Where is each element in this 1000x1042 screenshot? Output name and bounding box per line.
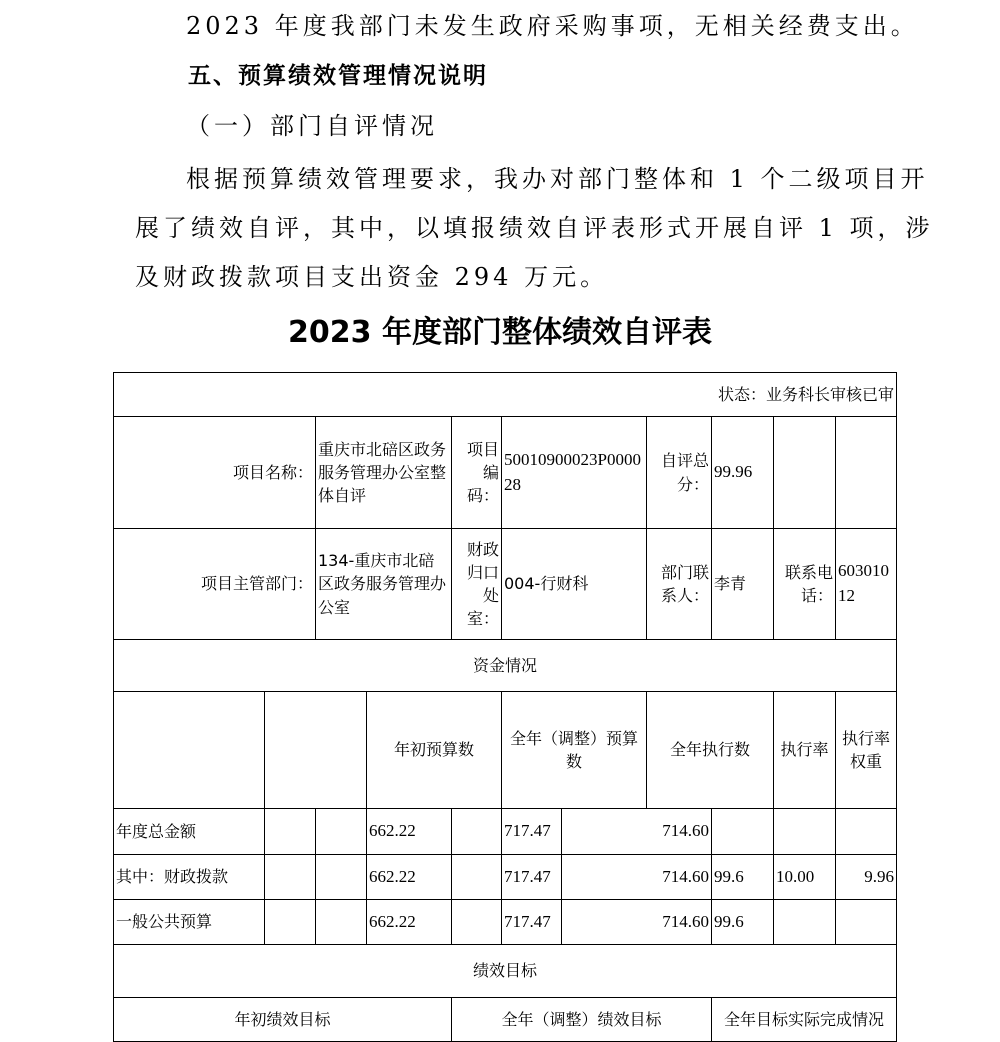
paragraph-line-3: 及财政拨款项目支出资金 294 万元。 bbox=[135, 263, 609, 291]
empty-cell bbox=[265, 692, 367, 809]
paragraph-procurement: 2023 年度我部门未发生政府采购事项，无相关经费支出。 bbox=[186, 12, 919, 40]
weight-value bbox=[774, 808, 836, 854]
initial-value: 662.22 bbox=[367, 808, 452, 854]
weight-value: 10.00 bbox=[774, 854, 836, 899]
executed-value: 714.60 bbox=[562, 854, 712, 899]
funds-section-title: 资金情况 bbox=[114, 640, 897, 692]
finance-office-value: 004-行财科 bbox=[502, 529, 647, 640]
empty-cell bbox=[774, 417, 836, 529]
table-row bbox=[114, 808, 897, 854]
project-code-value: 50010900023P000028 bbox=[502, 417, 647, 529]
executed-value: 714.60 bbox=[562, 899, 712, 944]
header-weight: 执行率权重 bbox=[836, 692, 897, 809]
table-row bbox=[114, 899, 897, 944]
score-value: 99.96 bbox=[712, 417, 774, 529]
row-label: 一般公共预算 bbox=[114, 899, 265, 944]
score-value bbox=[836, 808, 897, 854]
score-value bbox=[836, 899, 897, 944]
adjusted-value: 717.47 bbox=[502, 854, 562, 899]
subsection-heading: （一）部门自评情况 bbox=[186, 112, 438, 140]
executed-value: 714.60 bbox=[562, 808, 712, 854]
project-name-value: 重庆市北碚区政务服务管理办公室整体自评 bbox=[316, 417, 452, 529]
empty-cell bbox=[265, 854, 316, 899]
header-executed: 全年执行数 bbox=[647, 692, 774, 809]
finance-office-label: 财政归口处室： bbox=[452, 529, 502, 640]
header-adjusted-budget: 全年（调整）预算数 bbox=[502, 692, 647, 809]
section-heading-5: 五、预算绩效管理情况说明 bbox=[188, 63, 488, 89]
empty-cell bbox=[265, 808, 316, 854]
row-label: 年度总金额 bbox=[114, 808, 265, 854]
self-evaluation-table bbox=[113, 372, 897, 1042]
empty-cell bbox=[114, 692, 265, 809]
empty-cell bbox=[452, 899, 502, 944]
table-title: 2023 年度部门整体绩效自评表 bbox=[288, 315, 712, 350]
empty-cell bbox=[836, 417, 897, 529]
adjusted-value: 717.47 bbox=[502, 808, 562, 854]
row-label: 其中：财政拨款 bbox=[114, 854, 265, 899]
header-actual: 全年目标实际完成情况 bbox=[712, 997, 897, 1041]
header-adjusted-goal: 全年（调整）绩效目标 bbox=[452, 997, 712, 1041]
score-label: 自评总分： bbox=[647, 417, 712, 529]
rate-value bbox=[712, 808, 774, 854]
empty-cell bbox=[452, 854, 502, 899]
dept-label: 项目主管部门： bbox=[114, 529, 316, 640]
paragraph-line-1: 根据预算绩效管理要求，我办对部门整体和 1 个二级项目开 bbox=[186, 165, 929, 193]
header-initial-goal: 年初绩效目标 bbox=[114, 997, 452, 1041]
empty-cell bbox=[316, 854, 367, 899]
table-row bbox=[114, 854, 897, 899]
phone-label: 联系电话： bbox=[774, 529, 836, 640]
project-code-label: 项目编码： bbox=[452, 417, 502, 529]
initial-value: 662.22 bbox=[367, 854, 452, 899]
empty-cell bbox=[316, 899, 367, 944]
initial-value: 662.22 bbox=[367, 899, 452, 944]
dept-value: 134-重庆市北碚区政务服务管理办公室 bbox=[316, 529, 452, 640]
status-text: 状态：业务科长审核已审 bbox=[114, 373, 897, 417]
weight-value bbox=[774, 899, 836, 944]
empty-cell bbox=[452, 808, 502, 854]
contact-label: 部门联系人： bbox=[647, 529, 712, 640]
adjusted-value: 717.47 bbox=[502, 899, 562, 944]
perf-section-title: 绩效目标 bbox=[114, 944, 897, 997]
empty-cell bbox=[265, 899, 316, 944]
header-initial-budget: 年初预算数 bbox=[367, 692, 502, 809]
phone-value: 60301012 bbox=[836, 529, 897, 640]
rate-value: 99.6 bbox=[712, 854, 774, 899]
paragraph-line-2: 展了绩效自评，其中，以填报绩效自评表形式开展自评 1 项，涉 bbox=[135, 214, 934, 242]
contact-value: 李青 bbox=[712, 529, 774, 640]
empty-cell bbox=[316, 808, 367, 854]
project-name-label: 项目名称： bbox=[114, 417, 316, 529]
header-exec-rate: 执行率 bbox=[774, 692, 836, 809]
score-value: 9.96 bbox=[836, 854, 897, 899]
rate-value: 99.6 bbox=[712, 899, 774, 944]
